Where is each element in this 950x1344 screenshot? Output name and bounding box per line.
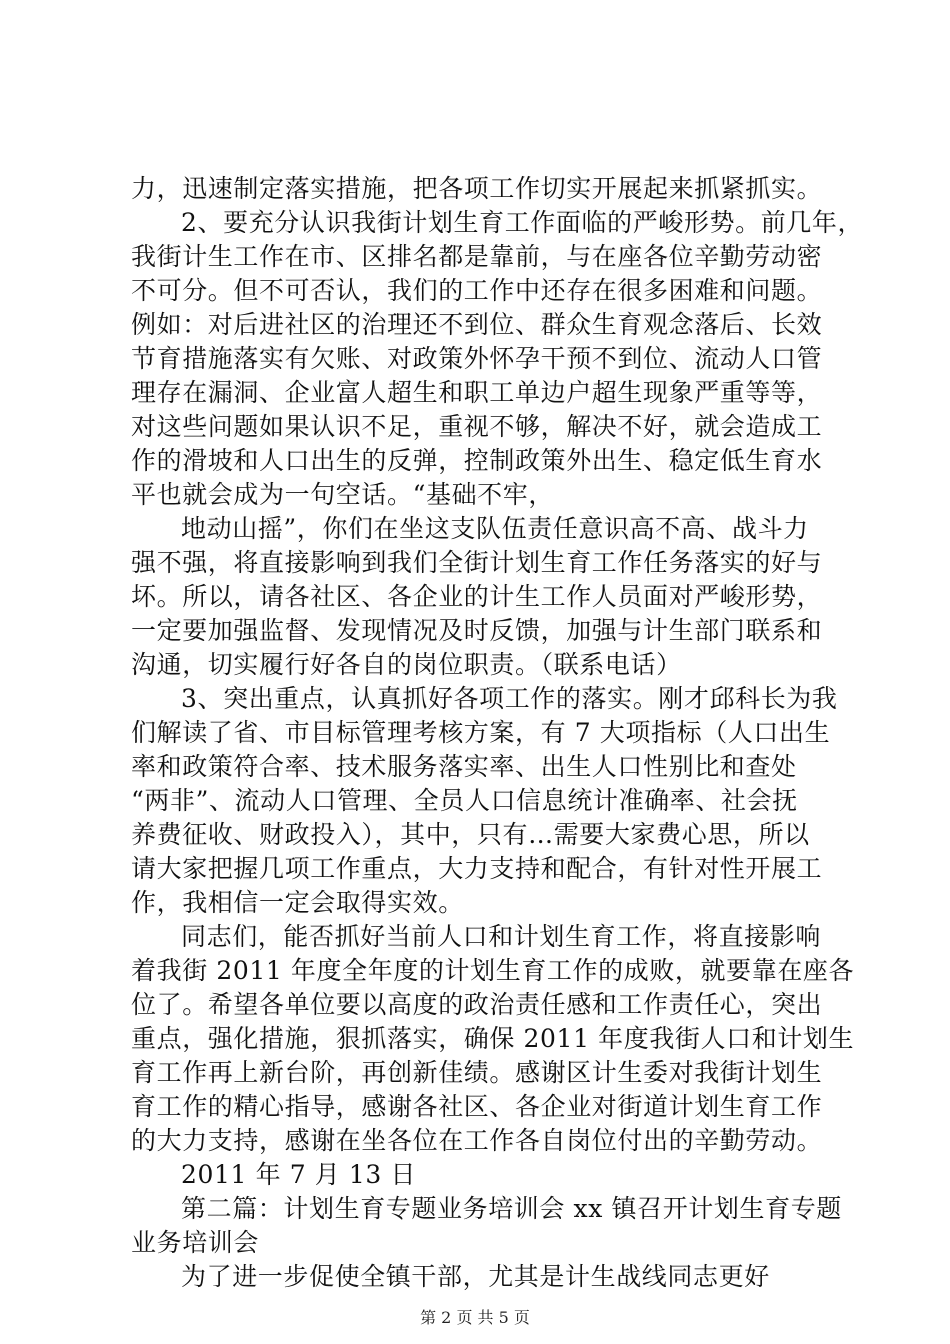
text-line: 作的滑坡和人口出生的反弹，控制政策外出生、稳定低生育水: [131, 446, 823, 475]
text-line: 养费征收、财政投入），其中，只有…需要大家费心思，所以: [131, 820, 810, 849]
text-line: 请大家把握几项工作重点，大力支持和配合，有针对性开展工: [131, 854, 823, 883]
text-line: 节育措施落实有欠账、对政策外怀孕干预不到位、流动人口管: [131, 344, 823, 373]
date-line: 2011 年 7 月 13 日: [181, 1160, 417, 1189]
text-line: 强不强，将直接影响到我们全街计划生育工作任务落实的好与: [131, 548, 823, 577]
text-line: 沟通，切实履行好各自的岗位职责。（联系电话）: [131, 650, 682, 679]
text-line: 同志们，能否抓好当前人口和计划生育工作，将直接影响: [181, 922, 822, 951]
text-line: 理存在漏洞、企业富人超生和职工单边户超生现象严重等等，: [131, 378, 823, 407]
text-line: 位了。希望各单位要以高度的政治责任感和工作责任心，突出: [131, 990, 823, 1019]
section-heading: 业务培训会: [131, 1228, 260, 1257]
text-line: 对这些问题如果认识不足，重视不够，解决不好，就会造成工: [131, 412, 823, 441]
text-line: 率和政策符合率、技术服务落实率、出生人口性别比和查处: [131, 752, 797, 781]
text-line: 育工作的精心指导，感谢各社区、各企业对街道计划生育工作: [131, 1092, 823, 1121]
text-line: 着我街 2011 年度全年度的计划生育工作的成败，就要靠在座各: [131, 956, 855, 985]
section-heading: 第二篇：计划生育专题业务培训会 xx 镇召开计划生育专题: [181, 1194, 842, 1223]
text-line: 重点，强化措施，狠抓落实，确保 2011 年度我街人口和计划生: [131, 1024, 855, 1053]
text-line: 2、要充分认识我街计划生育工作面临的严峻形势。前几年，: [181, 208, 864, 237]
text-line: 3、突出重点，认真抓好各项工作的落实。刚才邱科长为我: [181, 684, 838, 713]
text-line: 们解读了省、市目标管理考核方案，有 7 大项指标（人口出生: [131, 718, 831, 747]
text-line: 为了进一步促使全镇干部，尤其是计生战线同志更好: [181, 1262, 770, 1291]
text-line: 力，迅速制定落实措施，把各项工作切实开展起来抓紧抓实。: [131, 174, 823, 203]
text-line: 不可分。但不可否认，我们的工作中还存在很多困难和问题。: [131, 276, 823, 305]
text-line: 平也就会成为一句空话。“基础不牢，: [131, 480, 554, 509]
text-line: 地动山摇”，你们在坐这支队伍责任意识高不高、战斗力: [181, 514, 809, 543]
text-line: 我街计生工作在市、区排名都是靠前，与在座各位辛勤劳动密: [131, 242, 823, 271]
text-line: 育工作再上新台阶，再创新佳绩。感谢区计生委对我街计划生: [131, 1058, 823, 1087]
text-line: 的大力支持，感谢在坐各位在工作各自岗位付出的辛勤劳动。: [131, 1126, 823, 1155]
text-line: 例如：对后进社区的治理还不到位、群众生育观念落后、长效: [131, 310, 823, 339]
text-line: 坏。所以，请各社区、各企业的计生工作人员面对严峻形势，: [131, 582, 823, 611]
text-line: “两非”、流动人口管理、全员人口信息统计准确率、社会抚: [131, 786, 798, 815]
page-number: 第 2 页 共 5 页: [420, 1308, 530, 1327]
text-line: 作，我相信一定会取得实效。: [131, 888, 464, 917]
text-line: 一定要加强监督、发现情况及时反馈，加强与计生部门联系和: [131, 616, 823, 645]
